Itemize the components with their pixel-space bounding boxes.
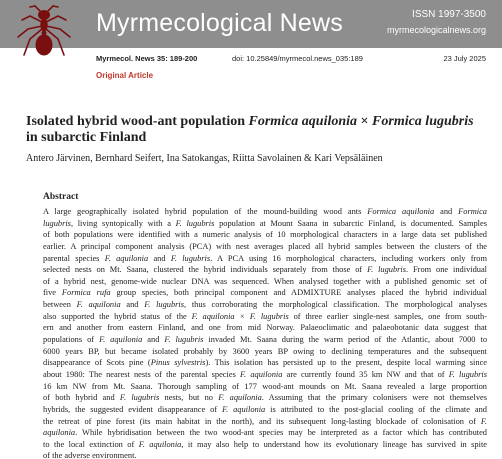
title-part: Isolated hybrid wood-ant population (26, 114, 249, 129)
abstract-text: also supported the hybrid status of the (43, 311, 192, 321)
abstract-species-name: F. lugubris (448, 369, 487, 379)
abstract-species-name: lugubris (43, 218, 71, 228)
abstract-line (43, 322, 487, 334)
abstract-text: ern and another from eastern Finland, and one from mid Norway. Palaeoclimatic and palaeobotanic data suggest that (43, 323, 487, 333)
abstract-text: , thus corroborating the morphological classification. The morphological analyses (184, 300, 487, 310)
abstract-text: populations of (43, 335, 100, 345)
abstract-text: and (434, 207, 459, 216)
author-list: Antero Järvinen, Bernhard Seifert, Ina Satokangas, Riitta Savolainen & Kari Vepsäläinen (26, 153, 383, 164)
title-part-species: Formica aquilonia (248, 114, 358, 129)
abstract-line (43, 276, 487, 288)
abstract-species-name: F. lugubris (367, 265, 407, 275)
article-title (26, 114, 486, 146)
journal-website-link[interactable]: myrmecologicalnews.org (386, 25, 486, 35)
abstract-line (43, 439, 487, 451)
abstract-line (43, 206, 487, 218)
title-part: × (357, 114, 373, 129)
title-part-species: Formica lugubris (372, 114, 474, 129)
abstract-text: population at Mount Saana in subarctic Finland, is documented. Samples (214, 218, 487, 228)
abstract-line (43, 346, 487, 358)
publication-date: 23 July 2025 (443, 54, 486, 63)
abstract-text: of the adverse environment. (43, 451, 137, 459)
abstract-text: A large geographically isolated hybrid population of the mound-building wood ants (43, 207, 368, 216)
abstract-species-name: F. (480, 416, 487, 426)
abstract-species-name: F. lugubris (175, 218, 215, 228)
abstract-line (43, 253, 487, 265)
abstract-text: of three earlier single-nest samples, one from south- (288, 311, 487, 321)
abstract-species-name: F. aquilonia (76, 300, 121, 310)
abstract-text: , it may also help to understand how its evolutionary lineage has survived in spite (181, 439, 487, 449)
abstract-line (43, 241, 487, 253)
abstract-species-name: F. aquilonia (138, 439, 182, 449)
ant-icon (8, 3, 80, 65)
abstract-body (43, 206, 487, 459)
abstract-line (43, 218, 487, 230)
abstract-species-name: F. lugubris (119, 393, 160, 403)
abstract-text: nests, but no (159, 393, 219, 403)
abstract-text: and (142, 335, 165, 345)
abstract-species-name: F. lugubris (164, 335, 204, 345)
abstract-species-name: F. aquilonia (218, 393, 262, 403)
abstract-text: and (148, 253, 171, 263)
abstract-text: about 1980: The nearest nests of the parental species (43, 369, 241, 379)
abstract-species-name: F. aquilonia (99, 335, 143, 345)
abstract-line (43, 287, 487, 299)
abstract-text: . A PCA using 16 morphological characters, including workers only from (210, 253, 487, 263)
abstract-text: to the local extinction of (43, 439, 139, 449)
doi-link[interactable]: doi: 10.25849/myrmecol.news_035:189 (232, 54, 363, 63)
abstract-text: is attributed to the post-glacial cooling of the climate and (265, 404, 487, 414)
abstract-text: . Assuming that the primary colonisers were not themselves (261, 393, 487, 403)
abstract-line (43, 450, 487, 459)
abstract-species-name: F. lugubris (170, 253, 211, 263)
abstract-text: invaded Mt. Saana during the warm period of the Atlantic, about 7000 to (203, 335, 487, 345)
abstract-species-name: F. aquilonia (240, 369, 283, 379)
abstract-line (43, 392, 487, 404)
abstract-text: the retreat of pine forest (its main habitat in the north), and its subsequent long-lasting blockade of colonisation of (43, 416, 481, 426)
abstract-text: and (120, 300, 145, 310)
title-part: in subarctic Finland (26, 130, 147, 145)
abstract-text: ). This isolation has persisted up to the present, despite local warming since (205, 358, 487, 368)
abstract-line (43, 381, 487, 393)
abstract-species-name: F. aquilonia (104, 253, 149, 263)
abstract-text: 6000 years BP, but became isolated probably by 3600 years BP owing to declining temperatures and the subsequent (43, 346, 487, 356)
abstract-text: 16 km NW from Mt. Saana. Thorough sampling of 177 wood-ant mounds on Mt. Saana revealed a large proportion (43, 381, 487, 391)
abstract-text: parental species (43, 253, 105, 263)
abstract-text: hybrids, the suggested evident disappearance of (43, 404, 223, 414)
abstract-line (43, 416, 487, 428)
abstract-text: selected nests on Mt. Saana, clustered the hybrid individuals separately from those of (43, 265, 368, 275)
abstract-line (43, 229, 487, 241)
abstract-text: . While hybridisation between the two wood-ant species may be interpreted as a factor which has contributed (75, 428, 487, 438)
journal-title: Myrmecological News (96, 9, 343, 37)
abstract-species-name: F. lugubris (144, 300, 185, 310)
abstract-line (43, 311, 487, 323)
abstract-species-name: F. aquilonia (222, 404, 266, 414)
abstract-line (43, 264, 487, 276)
article-type-label: Original Article (96, 71, 154, 80)
abstract-heading: Abstract (43, 192, 79, 202)
citation: Myrmecol. News 35: 189-200 (96, 54, 198, 63)
abstract-species-name: Formica aquilonia (367, 207, 435, 216)
abstract-line (43, 299, 487, 311)
abstract-text: . From one individual (406, 265, 487, 275)
abstract-line (43, 334, 487, 346)
abstract-text: group species, both principal component and ADMIXTURE analyses placed the hybrid individual (110, 288, 487, 298)
abstract-line (43, 404, 487, 416)
abstract-text: between (43, 300, 77, 310)
abstract-text: of both hybrid and (43, 393, 120, 403)
abstract-species-name: F. aquilonia × F. lugubris (191, 311, 289, 321)
abstract-text: of a hybrid nest, genome-wide nuclear DNA was sequenced. When analysed together with a published genomic set of (43, 276, 487, 286)
abstract-line (43, 357, 487, 369)
abstract-text: disappearance of Scots pine ( (43, 358, 151, 368)
abstract-text: earlier. A principal component analysis (PCA) with nest averages placed all hybrid samples between the clusters of the (43, 241, 487, 251)
abstract-species-name: Pinus sylvestris (150, 358, 206, 368)
abstract-species-name: aquilonia (43, 428, 76, 438)
abstract-text: of both populations were identified with a numeric analysis of 10 morphological characters in a large data set published (43, 230, 487, 240)
abstract-line (43, 369, 487, 381)
abstract-species-name: Formica (458, 207, 487, 216)
abstract-species-name: Formica rufa (61, 288, 111, 298)
issn-label: ISSN 1997-3500 (412, 9, 486, 20)
abstract-text: are currently found 35 km NW and that of (282, 369, 449, 379)
abstract-text: five (43, 288, 62, 298)
abstract-text: , living syntopically with a (70, 218, 176, 228)
abstract-line (43, 427, 487, 439)
